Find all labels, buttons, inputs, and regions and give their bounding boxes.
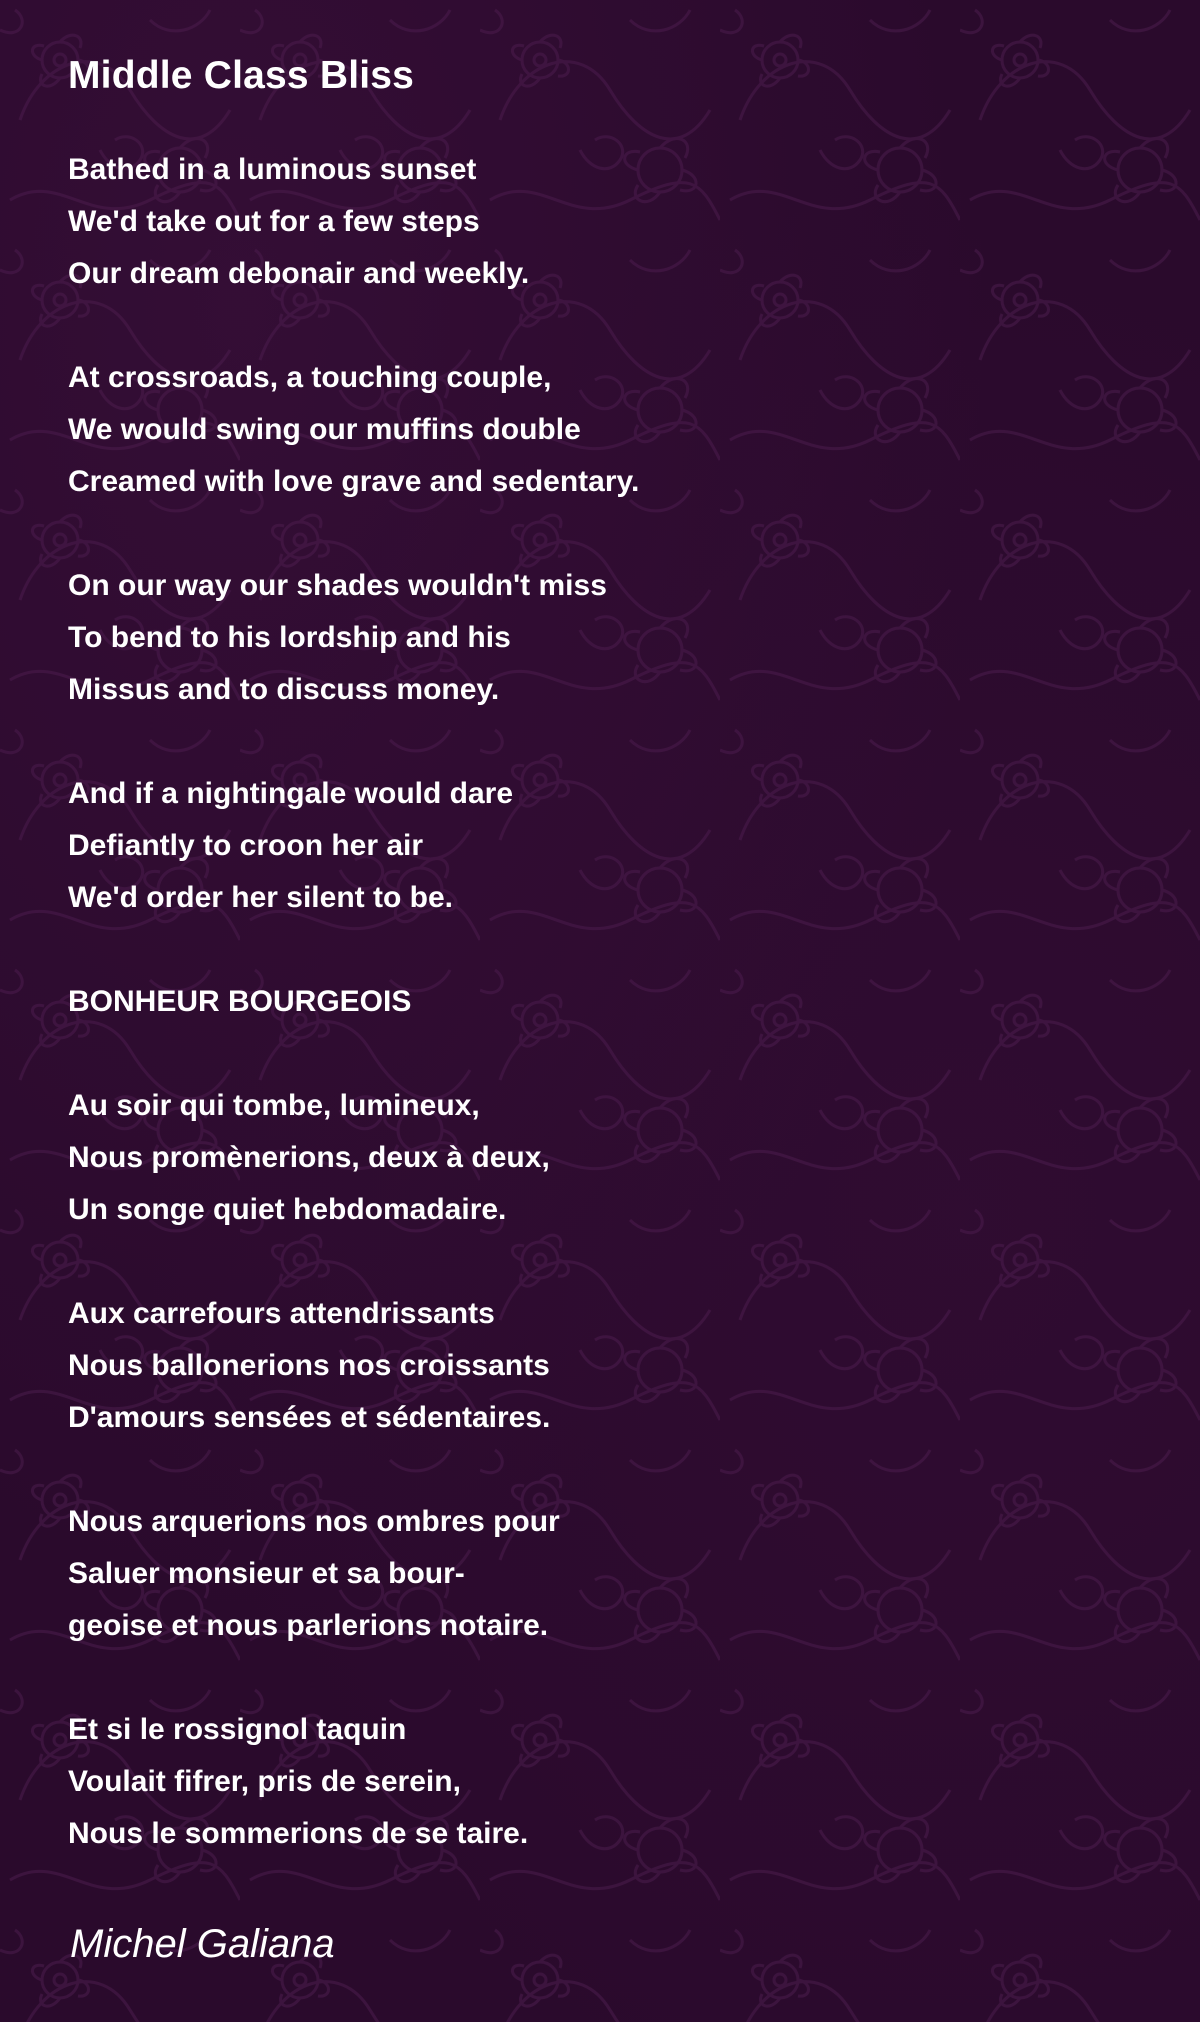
stanza [68, 976, 1148, 1028]
poem-line: And if a nightingale would dare [68, 777, 514, 810]
poem-line: geoise et nous parlerions notaire. [68, 1609, 549, 1642]
poem [68, 50, 1148, 1912]
poem-line: D'amours sensées et sédentaires. [68, 1401, 551, 1434]
stanza [68, 1288, 1148, 1444]
poem-line: We'd order her silent to be. [68, 881, 453, 914]
stanza [68, 1496, 1148, 1652]
poem-line: To bend to his lordship and his [68, 621, 511, 654]
poem-title: Middle Class Bliss [68, 54, 415, 97]
stanza [68, 1080, 1148, 1236]
stanza [68, 1704, 1148, 1860]
poem-line: Au soir qui tombe, lumineux, [68, 1089, 480, 1122]
poem-line: Nous arquerions nos ombres pour [68, 1505, 560, 1538]
poem-line: Defiantly to croon her air [68, 829, 424, 862]
poem-line: Saluer monsieur et sa bour- [68, 1557, 465, 1590]
poem-body [68, 144, 1148, 1860]
poem-line: Nous ballonerions nos croissants [68, 1349, 550, 1382]
poem-line: Voulait fifrer, pris de serein, [68, 1765, 461, 1798]
poem-line: Nous promènerions, deux à deux, [68, 1141, 550, 1174]
stanza [68, 768, 1148, 924]
poem-line: Bathed in a luminous sunset [68, 153, 477, 186]
poem-line: Et si le rossignol taquin [68, 1713, 407, 1746]
poem-line: Our dream debonair and weekly. [68, 257, 530, 290]
poem-line: On our way our shades wouldn't miss [68, 569, 607, 602]
author-signature: Michel Galiana [70, 1922, 335, 1966]
poem-line: We'd take out for a few steps [68, 205, 480, 238]
poem-line: Un songe quiet hebdomadaire. [68, 1193, 507, 1226]
poem-line: We would swing our muffins double [68, 413, 581, 446]
stanza [68, 144, 1148, 300]
poem-line: Creamed with love grave and sedentary. [68, 465, 640, 498]
poem-line: Aux carrefours attendrissants [68, 1297, 495, 1330]
poem-line: At crossroads, a touching couple, [68, 361, 552, 394]
stanza [68, 352, 1148, 508]
poem-line: Missus and to discuss money. [68, 673, 500, 706]
poem-line: BONHEUR BOURGEOIS [68, 985, 412, 1018]
poem-line: Nous le sommerions de se taire. [68, 1817, 529, 1850]
stanza [68, 560, 1148, 716]
